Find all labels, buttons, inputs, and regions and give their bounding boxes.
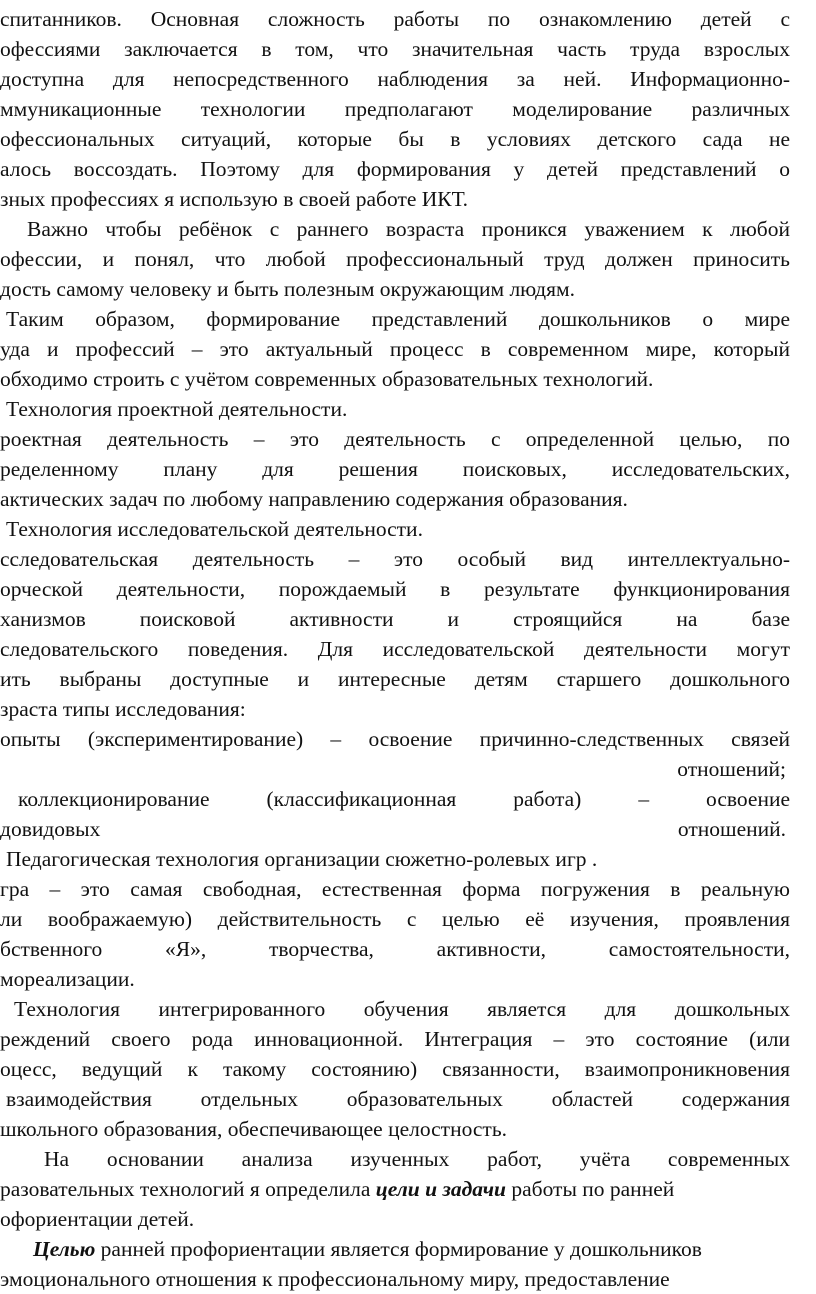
text-line: ли воображаемую) действительность с целью её изучения, проявления — [0, 907, 790, 931]
list-item: коллекционирование (классификационная работа) – освоение — [18, 787, 790, 811]
text-line: уда и профессий – это актуальный процесс в современном мире, который — [0, 337, 790, 361]
text-line: школьного образования, обеспечивающее целостность. — [0, 1117, 507, 1141]
section-heading: Педагогическая технология организации сюжетно-ролевых игр . — [6, 847, 598, 871]
section-heading: Технология проектной деятельности. — [6, 397, 348, 421]
text-line: ханизмов поисковой активности и строящийся на базе — [0, 607, 790, 631]
text-fragment: работы по ранней — [511, 1177, 675, 1201]
text-line: сследовательская деятельность – это особый вид интеллектуально- — [0, 547, 790, 571]
text-line: доступна для непосредственного наблюдения за ней. Информационно- — [0, 67, 790, 91]
text-line: реждений своего рода инновационной. Интеграция – это состояние (или — [0, 1027, 790, 1051]
text-line: орческой деятельности, порождаемый в результате функционирования — [0, 577, 790, 601]
text-fragment: разовательных технологий я определила — [0, 1177, 371, 1201]
text-line: Важно чтобы ребёнок с раннего возраста проникся уважением к любой — [27, 217, 790, 241]
text-line: дость самому человеку и быть полезным окружающим людям. — [0, 277, 575, 301]
text-line: ммуникационные технологии предполагают моделирование различных — [0, 97, 790, 121]
text-line: зраста типы исследования: — [0, 697, 246, 721]
text-line: Технология интегрированного обучения является для дошкольных — [14, 997, 790, 1021]
text-line — [33, 1234, 702, 1264]
text-line: гра – это самая свободная, естественная форма погружения в реальную — [0, 877, 790, 901]
text-line: алось воссоздать. Поэтому для формирования у детей представлений о — [0, 157, 790, 181]
text-line: Таким образом, формирование представлений дошкольников о мире — [6, 307, 790, 331]
list-item: опыты (экспериментирование) – освоение причинно-следственных связей — [0, 727, 790, 751]
text-line: офессиями заключается в том, что значительная часть труда взрослых — [0, 37, 790, 61]
text-line: спитанников. Основная сложность работы по ознакомлению детей с — [0, 7, 790, 31]
emphasis-text: Целью — [33, 1237, 96, 1261]
text-line: актических задач по любому направлению содержания образования. — [0, 487, 628, 511]
text-line: офессии, и понял, что любой профессиональный труд должен приносить — [0, 247, 790, 271]
text-line: мореализации. — [0, 967, 135, 991]
text-line: ить выбраны доступные и интересные детям старшего дошкольного — [0, 667, 790, 691]
text-line: отношений. — [677, 817, 786, 841]
text-fragment: ранней профориентации является формирование у дошкольников — [100, 1237, 702, 1261]
text-line: довидовых — [0, 817, 101, 841]
text-line: офориентации детей. — [0, 1207, 195, 1231]
text-line: следовательского поведения. Для исследовательской деятельности могут — [0, 637, 790, 661]
emphasis-text: цели и задачи — [375, 1177, 506, 1201]
text-line — [0, 1174, 674, 1204]
text-line: ределенному плану для решения поисковых, исследовательских, — [0, 457, 790, 481]
text-line: обходимо строить с учётом современных образовательных технологий. — [0, 367, 654, 391]
text-line: оцесс, ведущий к такому состоянию) связанности, взаимопроникновения — [0, 1057, 790, 1081]
section-heading: Технология исследовательской деятельности. — [6, 517, 423, 541]
text-line: роектная деятельность – это деятельность с определенной целью, по — [0, 427, 790, 451]
text-line: зных профессиях я использую в своей работе ИКТ. — [0, 187, 468, 211]
text-line: взаимодействия отдельных образовательных областей содержания — [6, 1087, 790, 1111]
text-line: бственного «Я», творчества, активности, самостоятельности, — [0, 937, 790, 961]
text-line: офессиональных ситуаций, которые бы в условиях детского сада не — [0, 127, 790, 151]
text-line: отношений; — [677, 757, 786, 781]
text-line: На основании анализа изученных работ, учёта современных — [44, 1147, 790, 1171]
text-line: эмоционального отношения к профессиональному миру, предоставление — [0, 1267, 670, 1291]
